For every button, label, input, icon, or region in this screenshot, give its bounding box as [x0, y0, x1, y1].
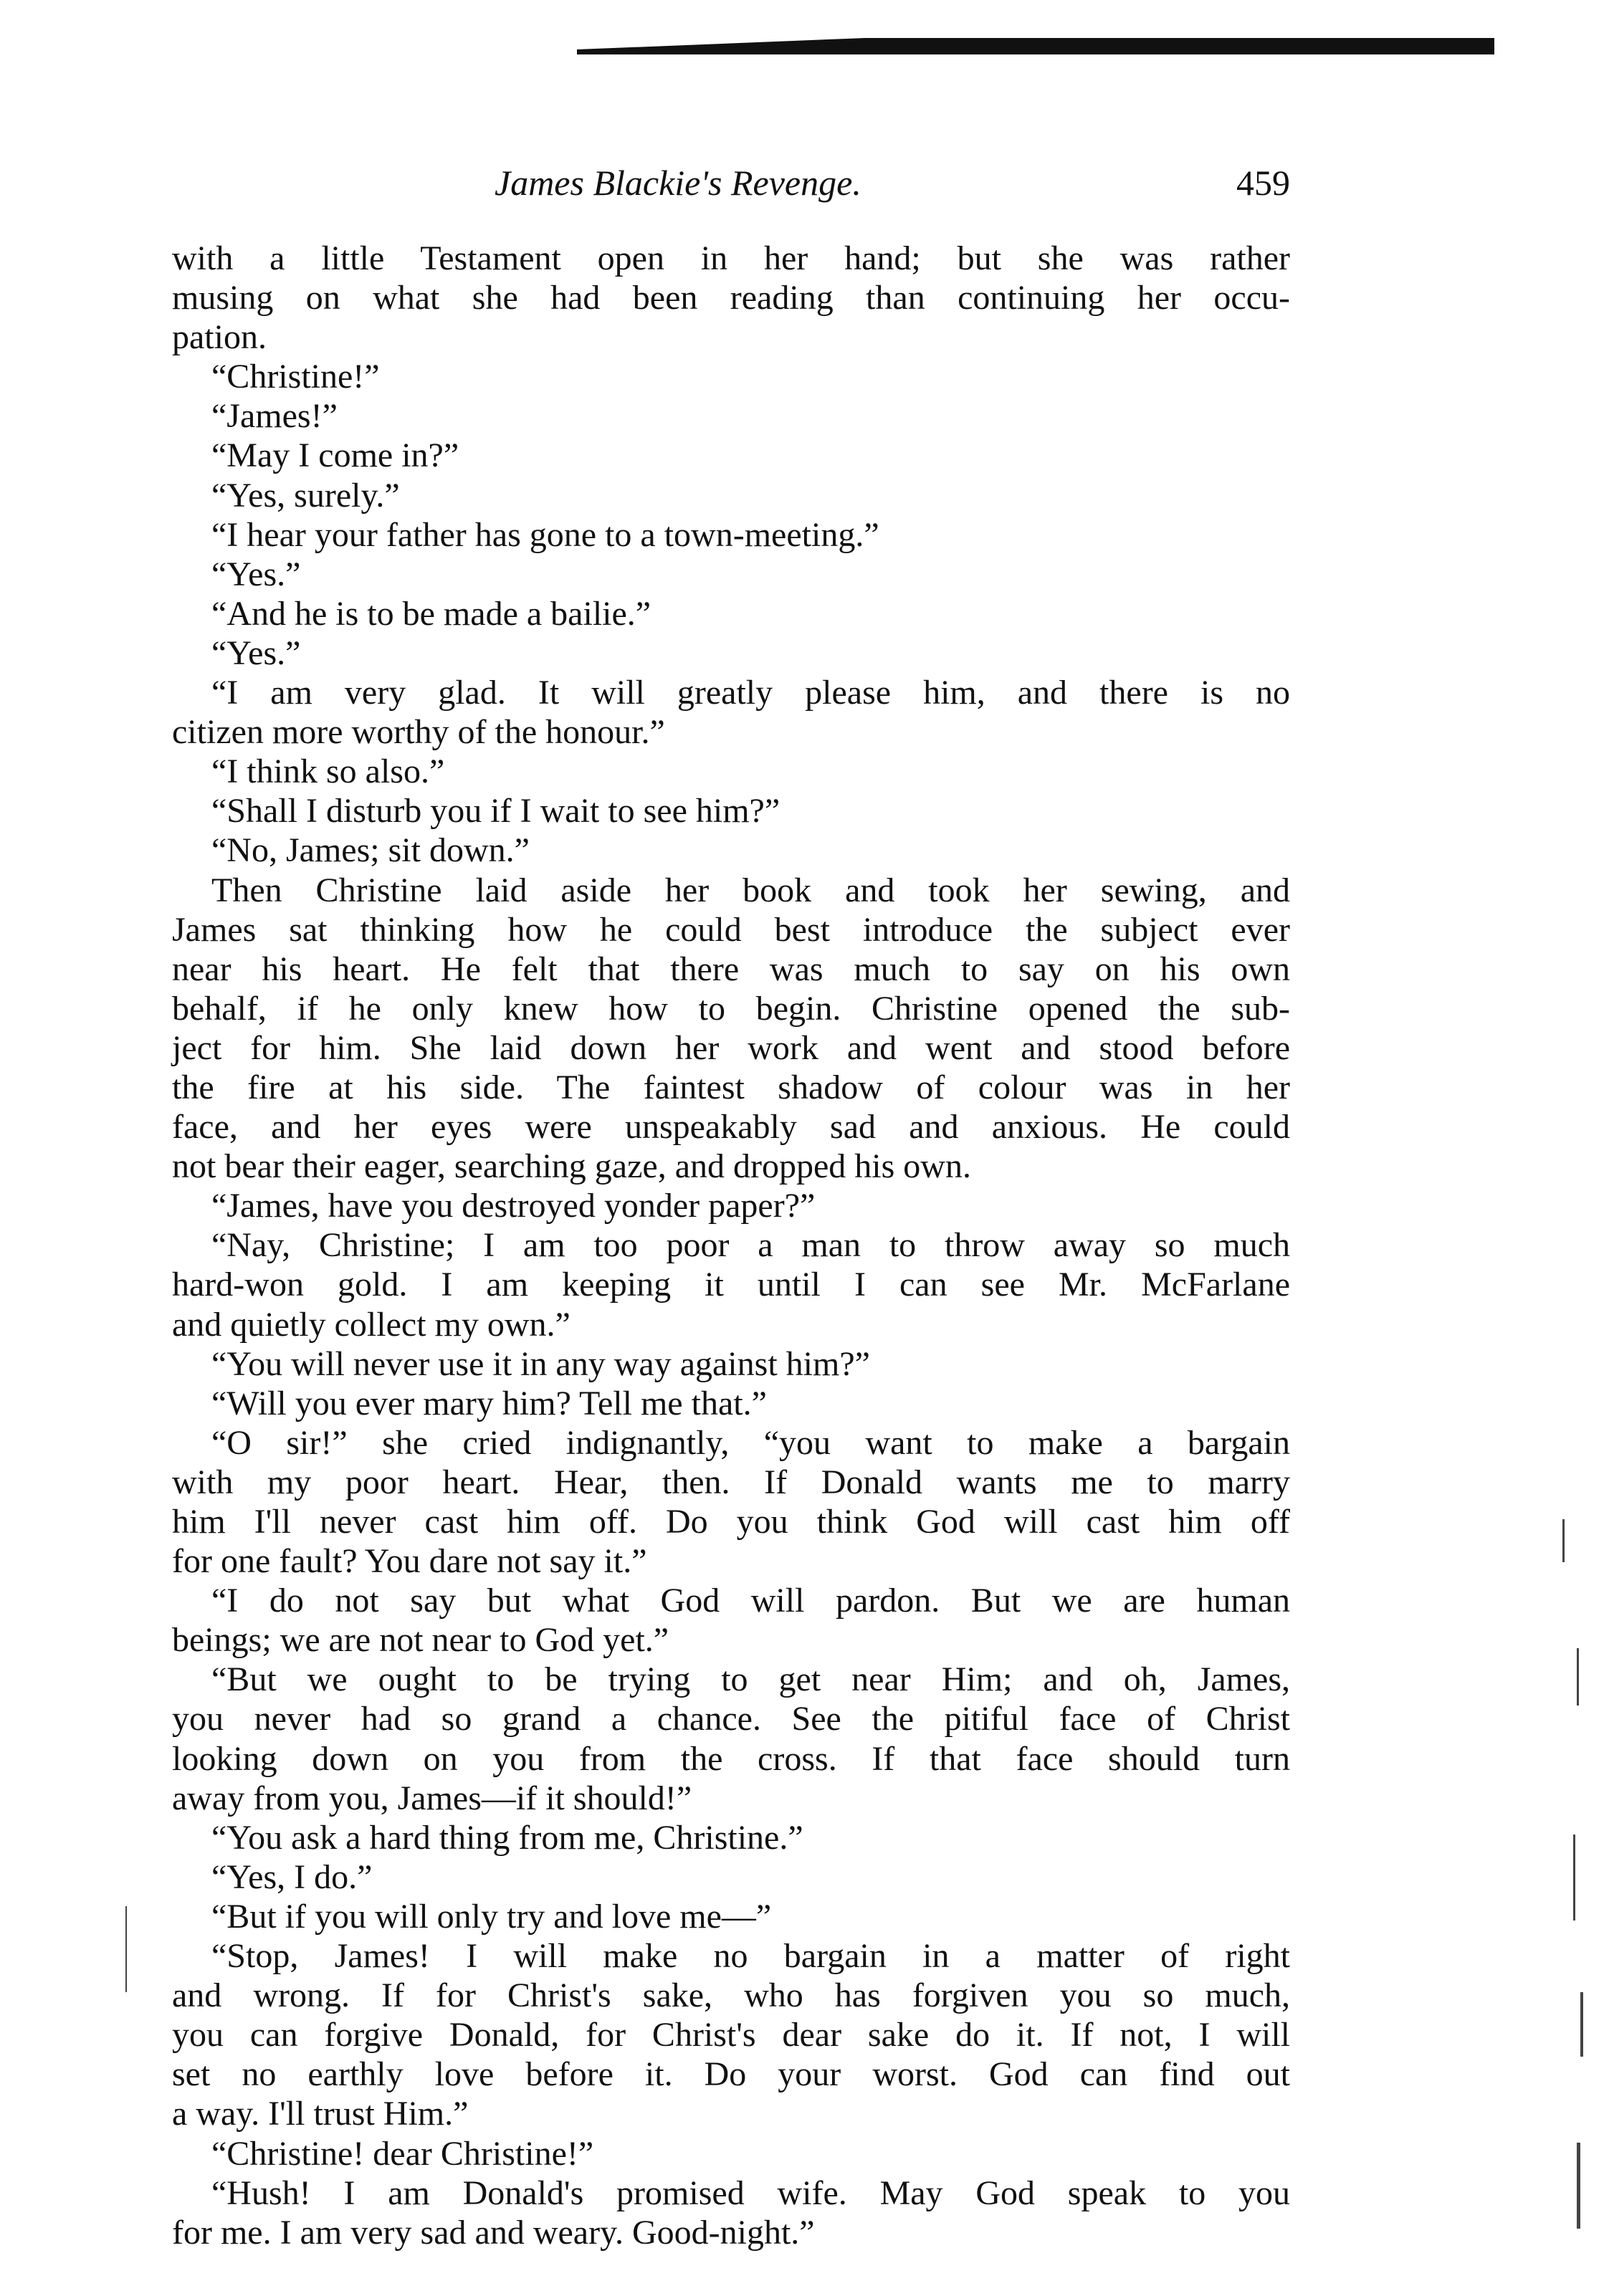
text-line: “Hush! I am Donald's promised wife. May God speak to you	[211, 2173, 1290, 2212]
text-line: beings; we are not near to God yet.”	[172, 1621, 669, 1660]
text-line: “And he is to be made a bailie.”	[211, 594, 651, 633]
text-line: him I'll never cast him off. Do you think God will cast him off	[172, 1503, 1290, 1541]
body-text	[172, 239, 1290, 2252]
scan-speck	[1577, 1648, 1579, 1706]
text-line: Then Christine laid aside her book and took her sewing, and	[211, 871, 1290, 909]
text-line: “Shall I disturb you if I wait to see him?”	[211, 792, 780, 831]
text-line: “But we ought to be trying to get near Him; and oh, James,	[211, 1660, 1290, 1699]
text-line: “James!”	[211, 397, 338, 436]
text-line: ject for him. She laid down her work and went and stood before	[172, 1028, 1290, 1067]
text-line: “Yes.”	[211, 633, 301, 672]
text-line: not bear their eager, searching gaze, and dropped his own.	[172, 1147, 971, 1186]
text-line: “Christine! dear Christine!”	[211, 2134, 594, 2173]
text-line: and wrong. If for Christ's sake, who has forgiven you so much,	[172, 1976, 1290, 2015]
text-line: you never had so grand a chance. See the pitiful face of Christ	[172, 1700, 1290, 1738]
text-line: “Christine!”	[211, 358, 380, 396]
text-line: “O sir!” she cried indignantly, “you want to make a bargain	[211, 1423, 1290, 1462]
text-line: “James, have you destroyed yonder paper?”	[211, 1187, 816, 1225]
text-line: for one fault? You dare not say it.”	[172, 1542, 647, 1581]
text-line: hard-won gold. I am keeping it until I can see Mr. McFarlane	[172, 1266, 1290, 1304]
text-line: citizen more worthy of the honour.”	[172, 713, 665, 752]
text-line: face, and her eyes were unspeakably sad and anxious. He could	[172, 1108, 1290, 1147]
text-line: James sat thinking how he could best introduce the subject ever	[172, 910, 1290, 949]
scan-speck	[1580, 1992, 1583, 2057]
text-line: pation.	[172, 318, 267, 357]
text-line: “Yes.”	[211, 555, 301, 593]
text-line: “Stop, James! I will make no bargain in a matter of right	[211, 1937, 1290, 1976]
text-line: “I hear your father has gone to a town-meeting.”	[211, 515, 879, 554]
text-line: a way. I'll trust Him.”	[172, 2095, 469, 2133]
text-line: and quietly collect my own.”	[172, 1305, 570, 1344]
text-line: set no earthly love before it. Do your worst. God can find out	[172, 2055, 1290, 2094]
text-line: for me. I am very sad and weary. Good-night.”	[172, 2213, 815, 2252]
text-line: “You will never use it in any way against him?”	[211, 1344, 870, 1383]
text-line: you can forgive Donald, for Christ's dear sake do it. If not, I will	[172, 2016, 1290, 2055]
text-line: “I am very glad. It will greatly please him, and there is no	[211, 674, 1290, 712]
text-line: “Yes, I do.”	[211, 1857, 373, 1896]
text-line: musing on what she had been reading than continuing her occu-	[172, 279, 1290, 317]
text-line: behalf, if he only knew how to begin. Christine opened the sub-	[172, 989, 1290, 1028]
running-title: James Blackie's Revenge.	[495, 163, 861, 203]
text-line: “But if you will only try and love me—”	[211, 1897, 772, 1936]
text-line: with a little Testament open in her hand; but she was rather	[172, 239, 1290, 277]
text-line: “Will you ever mary him? Tell me that.”	[211, 1384, 767, 1422]
text-line: looking down on you from the cross. If that face should turn	[172, 1739, 1290, 1778]
scan-speck	[1577, 2143, 1580, 2229]
text-line: “You ask a hard thing from me, Christine.”	[211, 1818, 803, 1857]
text-line: “I do not say but what God will pardon. But we are human	[211, 1582, 1290, 1620]
page-number: 459	[1236, 163, 1290, 203]
top-rule	[577, 13, 1494, 54]
scan-speck	[1573, 1835, 1575, 1920]
text-line: near his heart. He felt that there was much to say on his own	[172, 950, 1290, 988]
text-line: away from you, James—if it should!”	[172, 1779, 692, 1817]
text-line: “No, James; sit down.”	[211, 831, 530, 870]
text-line: “I think so also.”	[211, 752, 445, 791]
text-line: “Yes, surely.”	[211, 476, 400, 515]
text-line: the fire at his side. The faintest shadow of colour was in her	[172, 1068, 1290, 1106]
text-line: “Nay, Christine; I am too poor a man to throw away so much	[211, 1226, 1290, 1265]
text-line: with my poor heart. Hear, then. If Donald wants me to marry	[172, 1463, 1290, 1501]
scan-speck	[125, 1906, 127, 1992]
scan-speck	[1562, 1519, 1565, 1562]
text-line: “May I come in?”	[211, 436, 459, 475]
running-head	[176, 158, 1290, 208]
